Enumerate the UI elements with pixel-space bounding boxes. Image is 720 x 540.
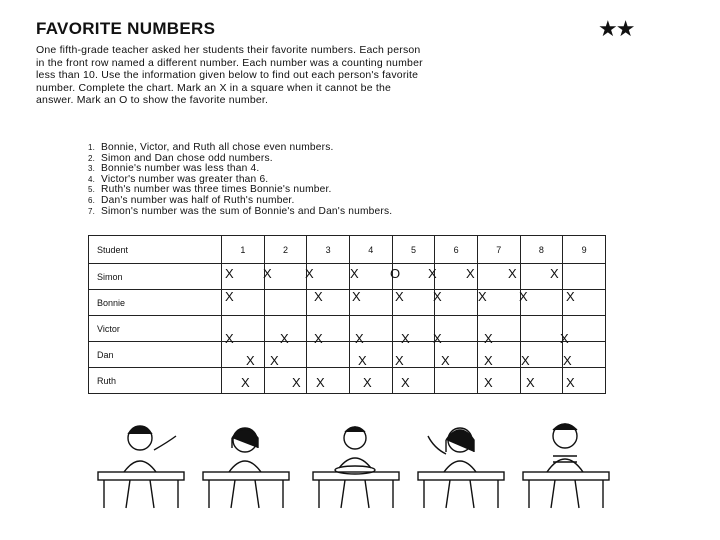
student-name: Simon: [89, 264, 222, 290]
x-mark: X: [395, 289, 404, 304]
clue-item: [88, 207, 392, 218]
student-name: Ruth: [89, 368, 222, 394]
chart-cell[interactable]: [264, 368, 307, 394]
chart-cell[interactable]: [520, 368, 563, 394]
chart-cell[interactable]: [477, 264, 520, 290]
x-mark: X: [280, 331, 289, 346]
chart-cell[interactable]: [349, 264, 392, 290]
x-mark: X: [526, 375, 535, 390]
page-title: FAVORITE NUMBERS: [36, 19, 216, 38]
number-column-header: 4: [349, 236, 392, 264]
chart-cell[interactable]: [563, 342, 606, 368]
chart-cell[interactable]: [520, 290, 563, 316]
students-at-desks-icon: [80, 410, 620, 510]
student-figure: [418, 428, 504, 508]
chart-cell[interactable]: [477, 342, 520, 368]
clue-text: Simon and Dan chose odd numbers.: [101, 152, 273, 164]
x-mark: X: [263, 266, 272, 281]
x-mark: X: [484, 331, 493, 346]
difficulty-stars: ★★: [598, 16, 634, 41]
chart-cell[interactable]: [563, 290, 606, 316]
x-mark: X: [270, 353, 279, 368]
student-figure: [98, 426, 184, 508]
x-mark: X: [521, 353, 530, 368]
chart-cell[interactable]: [477, 290, 520, 316]
x-mark: X: [428, 266, 437, 281]
x-mark: X: [566, 375, 575, 390]
clue-number: 7.: [88, 206, 96, 216]
x-mark: X: [314, 289, 323, 304]
chart-cell[interactable]: [222, 368, 265, 394]
chart-cell[interactable]: [520, 316, 563, 342]
chart-cell[interactable]: [435, 264, 478, 290]
chart-cell[interactable]: [222, 264, 265, 290]
chart-cell[interactable]: [563, 368, 606, 394]
number-column-header: 9: [563, 236, 606, 264]
x-mark: X: [316, 375, 325, 390]
x-mark: X: [484, 353, 493, 368]
chart-cell[interactable]: [392, 316, 435, 342]
x-mark: X: [395, 353, 404, 368]
chart-cell[interactable]: [264, 316, 307, 342]
chart-cell[interactable]: [435, 316, 478, 342]
chart-cell[interactable]: [307, 368, 350, 394]
chart-cell[interactable]: [477, 316, 520, 342]
chart-cell[interactable]: [563, 264, 606, 290]
chart-cell[interactable]: [264, 342, 307, 368]
x-mark: X: [401, 331, 410, 346]
chart-cell[interactable]: [435, 368, 478, 394]
clue-text: Dan's number was half of Ruth's number.: [101, 194, 295, 206]
x-mark: X: [550, 266, 559, 281]
clue-text: Simon's number was the sum of Bonnie's and Dan's numbers.: [101, 205, 393, 217]
x-mark: X: [441, 353, 450, 368]
chart-cell[interactable]: [392, 264, 435, 290]
o-mark: O: [390, 266, 401, 281]
chart-cell[interactable]: [392, 290, 435, 316]
x-mark: X: [225, 266, 234, 281]
number-column-header: 6: [435, 236, 478, 264]
chart-cell[interactable]: [349, 316, 392, 342]
x-mark: X: [478, 289, 487, 304]
number-column-header: 3: [307, 236, 350, 264]
student-figure: [523, 424, 609, 508]
chart-cell[interactable]: [520, 264, 563, 290]
student-name: Victor: [89, 316, 222, 342]
chart-cell[interactable]: [307, 290, 350, 316]
x-mark: X: [352, 289, 361, 304]
chart-cell[interactable]: [307, 264, 350, 290]
x-mark: X: [433, 289, 442, 304]
chart-cell[interactable]: [563, 316, 606, 342]
x-mark: X: [246, 353, 255, 368]
x-mark: X: [314, 331, 323, 346]
clue-number: 3.: [88, 164, 96, 174]
x-mark: X: [358, 353, 367, 368]
x-mark: X: [466, 266, 475, 281]
chart-cell[interactable]: [264, 290, 307, 316]
chart-cell[interactable]: [349, 290, 392, 316]
chart-cell[interactable]: [307, 316, 350, 342]
chart-cell[interactable]: [307, 342, 350, 368]
x-mark: X: [560, 331, 569, 346]
clue-number: 4.: [88, 174, 96, 184]
chart-cell[interactable]: [222, 342, 265, 368]
x-mark: X: [519, 289, 528, 304]
clue-text: Victor's number was greater than 6.: [101, 173, 269, 185]
number-column-header: 1: [222, 236, 265, 264]
student-name: Bonnie: [89, 290, 222, 316]
number-column-header: 5: [392, 236, 435, 264]
chart-cell[interactable]: [435, 290, 478, 316]
instructions-paragraph: One fifth-grade teacher asked her students their favorite numbers. Each person in the front row named a different number. Each number was a counting number less than 10. Use the information given below to find out each person's favorite number. Complete the chart. Mark an X in a square when it cannot be the answer. Mark an O to show the favorite number.: [36, 44, 423, 107]
number-column-header: 2: [264, 236, 307, 264]
student-figure: [313, 427, 399, 508]
chart-cell[interactable]: [349, 368, 392, 394]
x-mark: X: [433, 331, 442, 346]
student-name: Dan: [89, 342, 222, 368]
chart-row: [89, 316, 606, 342]
logic-chart: [88, 235, 606, 394]
x-mark: X: [566, 289, 575, 304]
clue-number: 2.: [88, 153, 96, 163]
clue-list: [88, 143, 392, 217]
chart-cell[interactable]: [222, 316, 265, 342]
student-figure: [203, 428, 289, 508]
chart-row: [89, 342, 606, 368]
chart-cell[interactable]: [349, 342, 392, 368]
x-mark: X: [484, 375, 493, 390]
number-column-header: 8: [520, 236, 563, 264]
chart-cell[interactable]: [222, 290, 265, 316]
x-mark: X: [401, 375, 410, 390]
clue-text: Bonnie's number was less than 4.: [101, 163, 260, 175]
x-mark: X: [363, 375, 372, 390]
chart-row: [89, 290, 606, 316]
chart-cell[interactable]: [392, 342, 435, 368]
x-mark: X: [355, 331, 364, 346]
chart-cell[interactable]: [477, 368, 520, 394]
x-mark: X: [305, 266, 314, 281]
student-column-header: Student: [89, 236, 222, 264]
clue-text: Ruth's number was three times Bonnie's number.: [101, 184, 332, 196]
x-mark: X: [292, 375, 301, 390]
x-mark: X: [241, 375, 250, 390]
number-column-header: 7: [477, 236, 520, 264]
chart-cell[interactable]: [392, 368, 435, 394]
x-mark: X: [508, 266, 517, 281]
chart-row: [89, 368, 606, 394]
x-mark: X: [225, 331, 234, 346]
chart-cell[interactable]: [264, 264, 307, 290]
chart-header-row: [89, 236, 606, 264]
x-mark: X: [225, 289, 234, 304]
chart-cell[interactable]: [435, 342, 478, 368]
chart-row: [89, 264, 606, 290]
x-mark: X: [563, 353, 572, 368]
clue-number: 1.: [88, 143, 96, 152]
x-mark: X: [350, 266, 359, 281]
clue-number: 6.: [88, 195, 96, 205]
chart-cell[interactable]: [520, 342, 563, 368]
clue-text: Bonnie, Victor, and Ruth all chose even numbers.: [101, 142, 334, 153]
clue-number: 5.: [88, 185, 96, 195]
